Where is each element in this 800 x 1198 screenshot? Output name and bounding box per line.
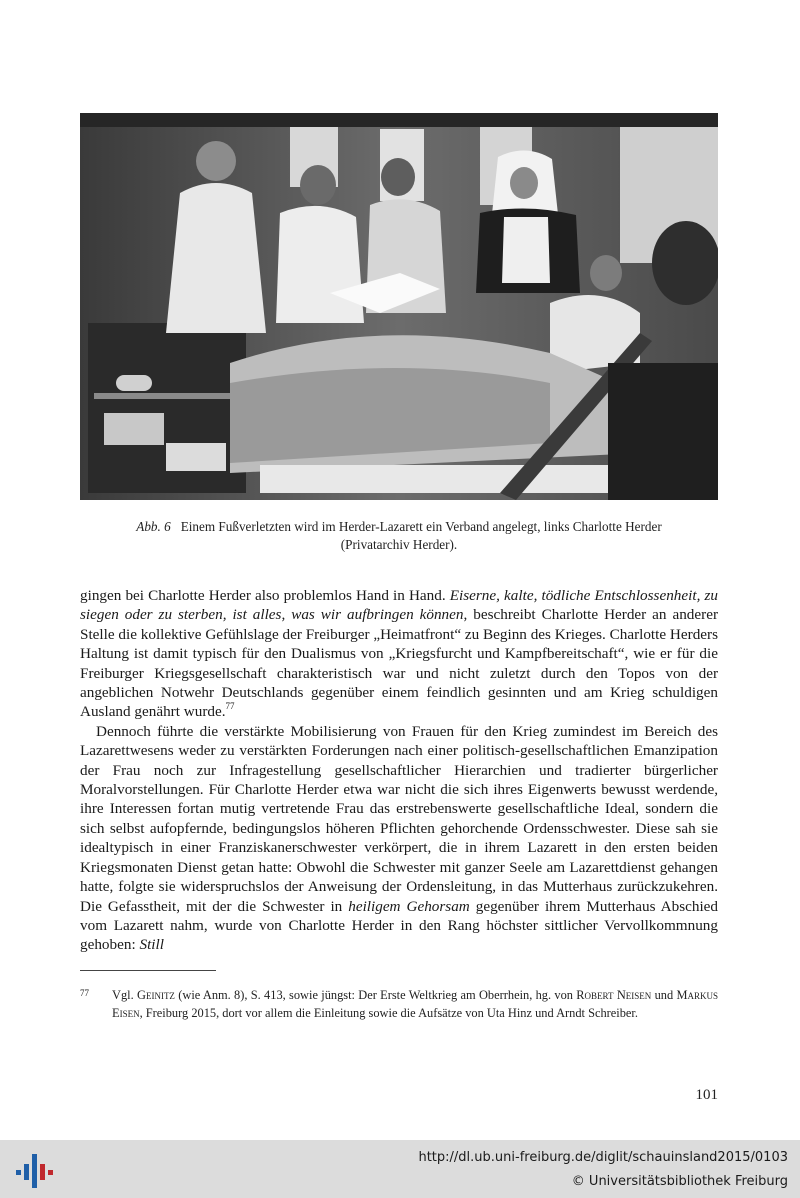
- footnote-reference[interactable]: 77: [225, 701, 235, 712]
- copyright-text: © Universitätsbibliothek Freiburg: [571, 1174, 788, 1189]
- footnote-author-1: Geinitz: [137, 988, 175, 1002]
- figure-caption: [80, 518, 718, 554]
- library-footer-bar: [0, 1140, 800, 1198]
- paragraph-1-text-a: gingen bei Charlotte Herder also problemlos Hand in Hand.: [80, 587, 450, 604]
- footnote-text-1: Vgl.: [112, 988, 137, 1002]
- ub-freiburg-logo-icon[interactable]: [14, 1148, 54, 1192]
- footnote-editor-1: Robert Neisen: [576, 988, 652, 1002]
- paragraph-2: [80, 722, 718, 955]
- paragraph-1-quote: Eiserne, kalte, tödliche Entschlossenheit, zu siegen oder zu sterben, ist alles, was wir aufbringen können: [80, 587, 718, 624]
- photo-illustration: [80, 113, 718, 500]
- footnote-text-2: (wie Anm. 8), S. 413, sowie jüngst: Der Erste Weltkrieg am Oberrhein, hg. von: [174, 988, 577, 1002]
- page-number: 101: [695, 1087, 718, 1103]
- historical-photo: [80, 113, 718, 500]
- caption-line-2: (Privatarchiv Herder).: [340, 537, 458, 552]
- footnote-text-4: , Freiburg 2015, dort vor allem die Einleitung sowie die Aufsätze von Uta Hinz und Arndt Schreiber.: [139, 1006, 638, 1020]
- body-text: [80, 586, 718, 955]
- footnote-77: [80, 986, 718, 1022]
- paragraph-1-text-b: , beschreibt Charlotte Herder an anderer Stelle die kollektive Gefühlslage der Freiburger „Heimatfront“ zu Beginn des Krieges. Charlotte Herders Haltung ist damit typisch für den Dualismus von „Kriegsfurcht und Kampfbereitschaft“, wie er für die Freiburger Kriegsgesellschaft charakteristisch war und nicht zuletzt durch den Topos von der angeblichen Notwehr Deutschlands gegenüber einem feindlich gesinnten und am Krieg schuldigen Ausland genährt wurde.: [80, 606, 718, 721]
- paragraph-2-quote: heiligem Gehorsam: [348, 897, 470, 915]
- paragraph-2-tail: Still: [139, 936, 164, 954]
- figure-label: Abb. 6: [136, 519, 171, 534]
- footnote-editor-2: Markus Eisen: [112, 988, 718, 1020]
- caption-text: Einem Fußverletzten wird im Herder-Lazarett ein Verband angelegt, links Charlotte Herder: [180, 519, 662, 534]
- footnote-text: [112, 986, 718, 1022]
- caption-line-1: [80, 518, 718, 536]
- paragraph-1: [80, 586, 718, 722]
- footnote-divider: [80, 970, 216, 971]
- footnote-number: 77: [80, 988, 89, 998]
- footnote-text-3: und: [651, 988, 677, 1002]
- paragraph-2-text-a: Dennoch führte die verstärkte Mobilisierung von Frauen für den Krieg zumindest im Bereich des Lazarettwesens weder zu verstärkten Forderungen nach einer politisch-gesellschaftlichen Emanzipation der Frau noch zur Infragestellung gesellschaftlicher Hierarchien und tradierter bürgerlicher Moralvorstellungen. Für Charlotte Herder etwa war nicht die sich ihres Eigenwerts bewusst werdende, ihre Interessen fortan mutig vertretende Frau das erstrebenswerte gesellschaftliche Ideal, sondern die sich selbst aufopfernde, bedingungslos höheren Pflichten gehorchende Ordensschwester. Diese sah sie idealtypisch in einer Franziskanerschwester verkörpert, die in ihrem Lazarett in den ersten beiden Kriegsmonaten Dienst getan hatte: Obwohl die Schwester mit ganzer Seele am Lazarettdienst gehangen hatte, folgte sie widerspruchslos der Anweisung der Ordensleitung, in das Mutterhaus zurückzukehren. Die Gefasstheit, mit der die Schwester in: [80, 722, 718, 915]
- source-url-link[interactable]: http://dl.ub.uni-freiburg.de/diglit/schauinsland2015/0103: [418, 1150, 788, 1165]
- paragraph-2-text-b: gegenüber ihrem Mutterhaus Abschied vom Lazarett nahm, wurde von Charlotte Herder in den Rang höchster sittlicher Vervollkommnung gehoben:: [80, 897, 719, 954]
